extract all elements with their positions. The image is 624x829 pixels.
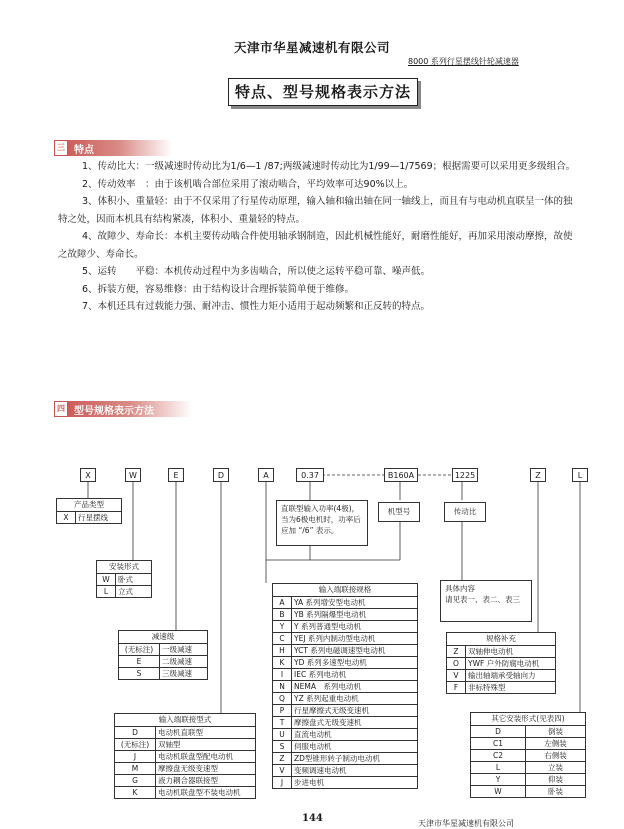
- table-title: 输入端联接规格: [273, 584, 417, 597]
- input-connection-table: [114, 713, 256, 799]
- table-row: W 卧式: [97, 574, 151, 586]
- section-badge-icon: 四: [54, 401, 68, 417]
- power-note: 直联型输入功率(4极)，当为6极电机时，功率后应加 “/6” 表示。: [276, 500, 368, 546]
- section-badge-icon: 三: [54, 140, 68, 156]
- feature-item-6: 6、拆装方便，容易维修：由于结构设计合理拆装简单便于维修。: [82, 283, 355, 295]
- table-title: 安装形式: [97, 561, 151, 574]
- table-row: D 电动机直联型: [115, 727, 255, 739]
- table-title: 规格补充: [447, 633, 555, 646]
- table-row: K 电动机联盘型不装电动机: [115, 787, 255, 799]
- table-title: 减速级: [119, 631, 207, 644]
- install-form-table: [96, 560, 152, 598]
- table-row: Z 双轴伸电动机: [447, 646, 555, 658]
- table-row: E 二级减速: [119, 656, 207, 668]
- table-row: K YD 系列多速型电动机: [273, 657, 417, 669]
- feature-item-3: 3、体积小、重量轻：由于不仅采用了行星传动原理，输入轴和输出轴在同一轴线上，而且有与电动机直联呈一体的独特之处，因而本机具有结构紧凑，体积小、重量轻的特点。: [58, 196, 573, 225]
- table-row: V 输出轴端承受轴向力: [447, 670, 555, 682]
- table-row: T 摩擦盘式无级变速机: [273, 717, 417, 729]
- page-title-text: 特点、型号规格表示方法: [234, 83, 411, 101]
- table-title: 输入端联接型式: [115, 714, 255, 727]
- table-row: N NEMA 系列电动机: [273, 681, 417, 693]
- table-row: H YCT 系列电磁调速型电动机: [273, 645, 417, 657]
- other-mount-table: [470, 712, 586, 798]
- table-row: (无标注) 双轴型: [115, 739, 255, 751]
- table-row: C1 左侧装: [471, 738, 585, 750]
- table-row: S 三级减速: [119, 668, 207, 680]
- table-row: W 卧装: [471, 786, 585, 798]
- table-row: Q YZ 系列起重电动机: [273, 693, 417, 705]
- content-note: 具体内容 请见表一、表二、表三: [440, 580, 532, 622]
- code-box-motor: A: [258, 468, 274, 482]
- table-row: U 直流电动机: [273, 729, 417, 741]
- table-row: G 液力耦合器联接型: [115, 775, 255, 787]
- series-name: 8000 系列行星摆线针轮减速器: [408, 57, 519, 66]
- section-label: 特点: [74, 145, 94, 156]
- table-row: Y 仰装: [471, 774, 585, 786]
- table-row: I IEC 系列电动机: [273, 669, 417, 681]
- table-row: F 非标特殊型: [447, 682, 555, 694]
- section-label: 型号规格表示方法: [74, 406, 154, 417]
- table-row: C YEJ 系列内制动型电动机: [273, 633, 417, 645]
- table-title: 产品类型: [57, 499, 121, 512]
- frame-label: 机型号: [378, 502, 420, 522]
- table-row: C2 右侧装: [471, 750, 585, 762]
- table-row: X 行星摆线: [57, 512, 121, 523]
- spec-supplement-table: [446, 632, 556, 694]
- table-title: 其它安装形式(见表四): [471, 713, 585, 726]
- footer-company: 天津市华星减速机有限公司: [418, 819, 514, 828]
- code-box-product: X: [80, 468, 96, 482]
- page-number: 144: [302, 813, 323, 824]
- table-row: J 步进电机: [273, 777, 417, 789]
- code-box-stage: E: [168, 468, 184, 482]
- code-box-supplement: Z: [530, 468, 546, 482]
- code-box-power: 0.37: [296, 468, 324, 482]
- table-row: B YB 系列隔爆型电动机: [273, 609, 417, 621]
- table-row: (无标注) 一级减速: [119, 644, 207, 656]
- motor-spec-table: [272, 583, 418, 789]
- table-row: A YA 系列增安型电动机: [273, 597, 417, 609]
- company-name: 天津市华星减速机有限公司: [233, 40, 390, 55]
- table-row: M 摩擦盘无级变速型: [115, 763, 255, 775]
- table-row: V 变频调速电动机: [273, 765, 417, 777]
- table-row: J 电动机联盘型配电动机: [115, 751, 255, 763]
- code-box-install: W: [125, 468, 141, 482]
- table-row: D 倒装: [471, 726, 585, 738]
- table-row: L 立式: [97, 586, 151, 598]
- reduction-stage-table: [118, 630, 208, 680]
- table-row: S 伺服电动机: [273, 741, 417, 753]
- code-box-frame: B160A: [384, 468, 418, 482]
- feature-item-1: 1、传动比大：一级减速时传动比为1/6—1 /87;两级减速时传动比为1/99—1/7569；根据需要可以采用更多级组合。: [82, 161, 576, 172]
- feature-item-4: 4、故障少、寿命长：本机主要传动啮合件使用轴承钢制造，因此机械性能好，耐磨性能好，再加采用滚动摩擦，故使之故障少、寿命长。: [58, 231, 573, 260]
- code-box-mount: L: [572, 468, 588, 482]
- table-row: Z ZD型锥形转子制动电动机: [273, 753, 417, 765]
- table-row: Y Y 系列普通型电动机: [273, 621, 417, 633]
- code-box-input: D: [213, 468, 229, 482]
- feature-item-2: 2、传动效率 ：由于该机啮合部位采用了滚动啮合，平均效率可达90%以上。: [82, 178, 414, 190]
- feature-item-5: 5、运转 平稳：本机传动过程中为多齿啮合，所以使之运转平稳可靠、噪声低。: [82, 266, 431, 277]
- product-type-table: [56, 498, 122, 524]
- table-row: O YWF 户外防腐电动机: [447, 658, 555, 670]
- table-row: L 立装: [471, 762, 585, 774]
- code-box-ratio: 1225: [452, 468, 478, 482]
- table-row: P 行星摩擦式无级变速机: [273, 705, 417, 717]
- ratio-label: 传动比: [444, 502, 486, 522]
- feature-item-7: 7、本机还具有过载能力强、耐冲击、惯性力矩小适用于起动频繁和正反转的特点。: [82, 301, 431, 312]
